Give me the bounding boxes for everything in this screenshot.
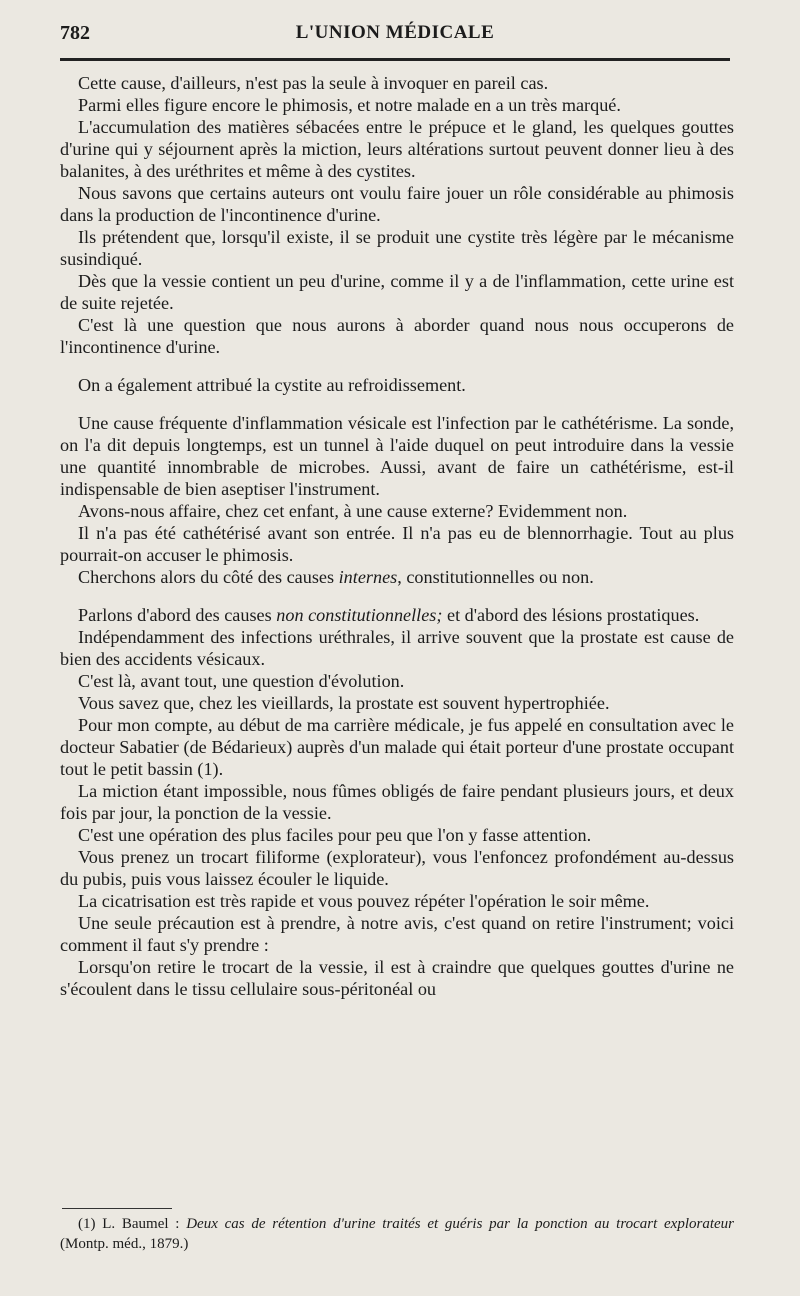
- paragraph: La cicatrisation est très rapide et vous pouvez répéter l'opération le soir même.: [78, 891, 650, 911]
- paragraph: Nous savons que certains auteurs ont voulu faire jouer un rôle considérable au phimosis dans la production de l'incontinence d'urine.: [60, 183, 734, 225]
- paragraph: Vous savez que, chez les vieillards, la prostate est souvent hypertrophiée.: [78, 693, 610, 713]
- page-header: [60, 22, 730, 50]
- emphasis: non constitutionnelles;: [276, 605, 443, 625]
- paragraph: Cette cause, d'ailleurs, n'est pas la seule à invoquer en pareil cas.: [78, 73, 549, 93]
- paragraph: Indépendamment des infections uréthrales, il arrive souvent que la prostate est cause de bien des accidents vésicaux.: [60, 627, 734, 669]
- paragraph: Lorsqu'on retire le trocart de la vessie, il est à craindre que quelques gouttes d'urine ne s'écoulent dans le tissu cellulaire sous-péritonéal ou: [60, 957, 734, 999]
- footnote-rule: [62, 1208, 172, 1209]
- text-run: , constitutionnelles ou non.: [397, 567, 594, 587]
- footnote-title: Deux cas de rétention d'urine traités et guéris par la ponction au trocart explorateur: [186, 1216, 734, 1232]
- paragraph: L'accumulation des matières sébacées entre le prépuce et le gland, les quelques gouttes d'urine qui y séjournent après la miction, leurs altérations surtout peuvent donner lieu à des balanites, à des uréthrites et même à des cystites.: [60, 117, 734, 181]
- paragraph: Ils prétendent que, lorsqu'il existe, il se produit une cystite très légère par le mécanisme susindiqué.: [60, 227, 734, 269]
- paragraph: On a également attribué la cystite au refroidissement.: [78, 375, 466, 395]
- paragraph: C'est là, avant tout, une question d'évolution.: [78, 671, 405, 691]
- emphasis: internes: [338, 567, 398, 587]
- text-run: et d'abord des lésions prostatiques.: [442, 605, 700, 625]
- paragraph: Dès que la vessie contient un peu d'urine, comme il y a de l'inflammation, cette urine est de suite rejetée.: [60, 271, 734, 313]
- paragraph-internes: [60, 566, 734, 588]
- text-run: Cherchons alors du côté des causes: [78, 567, 339, 587]
- paragraph: Avons-nous affaire, chez cet enfant, à une cause externe? Evidemment non.: [78, 501, 628, 521]
- header-rule: [60, 58, 730, 61]
- footnote: [60, 1214, 734, 1254]
- text-run: Parlons d'abord des causes: [78, 605, 277, 625]
- footnote-source: (Montp. méd., 1879.): [60, 1236, 189, 1252]
- paragraph: C'est là une question que nous aurons à aborder quand nous nous occuperons de l'incontinence d'urine.: [60, 315, 734, 357]
- paragraph: Une cause fréquente d'inflammation vésicale est l'infection par le cathétérisme. La sonde, on l'a dit depuis longtemps, est un tunnel à l'aide duquel on peut introduire dans la vessie une quantité innombrable de microbes. Aussi, avant de faire un cathétérisme, est-il indispensable de bien aseptiser l'instrument.: [60, 413, 734, 499]
- article-body: [60, 72, 734, 1000]
- journal-title: L'UNION MÉDICALE: [295, 22, 495, 43]
- paragraph: Il n'a pas été cathétérisé avant son entrée. Il n'a pas eu de blennorrhagie. Tout au plus pourrait-on accuser le phimosis.: [60, 523, 734, 565]
- paragraph: C'est une opération des plus faciles pour peu que l'on y fasse attention.: [78, 825, 592, 845]
- paragraph: Une seule précaution est à prendre, à notre avis, c'est quand on retire l'instrument; voici comment il faut s'y prendre :: [60, 913, 734, 955]
- paragraph: Pour mon compte, au début de ma carrière médicale, je fus appelé en consultation avec le docteur Sabatier (de Bédarieux) auprès d'un malade qui était porteur d'une prostate occupant tout le petit bassin (1).: [60, 715, 734, 779]
- footnote-marker: (1) L. Baumel :: [78, 1216, 187, 1232]
- paragraph: La miction étant impossible, nous fûmes obligés de faire pendant plusieurs jours, et deux fois par jour, la ponction de la vessie.: [60, 781, 734, 823]
- paragraph: Vous prenez un trocart filiforme (explorateur), vous l'enfoncez profondément au-dessus du pubis, puis vous laissez écouler le liquide.: [60, 847, 734, 889]
- paragraph: Parmi elles figure encore le phimosis, et notre malade en a un très marqué.: [78, 95, 621, 115]
- paragraph-non-constitutionnelles: [60, 604, 734, 626]
- page-number: 782: [60, 22, 90, 44]
